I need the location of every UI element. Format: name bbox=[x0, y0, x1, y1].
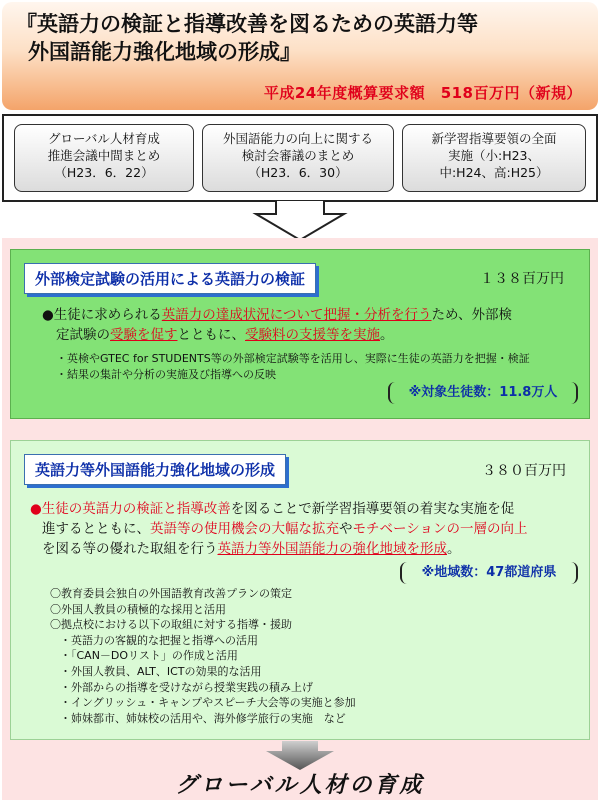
list-item: 〇教育委員会独自の外国語教育改善プランの策定 bbox=[50, 587, 292, 600]
source-box-global-talent: グローバル人材育成 推進会議中間まとめ （H23．6．22） bbox=[14, 124, 194, 192]
page-title bbox=[16, 10, 596, 66]
regions-count-badge: ※地域数：47都道府県 bbox=[400, 562, 578, 584]
list-item: ・外部からの指導を受けながら授業実践の積み上げ bbox=[60, 680, 313, 694]
title-line-1: 『英語力の検証と指導改善を図るための英語力等 bbox=[16, 12, 478, 36]
bottom-arrow-icon bbox=[264, 741, 336, 771]
list-item: 〇拠点校における以下の取組に対する指導・援助 bbox=[50, 618, 292, 632]
title-line-2: 外国語能力強化地域の形成』 bbox=[28, 40, 301, 64]
footer-goal: グローバル人材の育成 bbox=[175, 773, 425, 798]
section1-description: ●生徒に求められる英語力の達成状況について把握・分析を行うため、外部検 定試験の受験を促すとともに、受験料の支援等を実施。 bbox=[42, 307, 512, 343]
list-item: ・「CAN－DOリスト」の作成と活用 bbox=[60, 649, 238, 663]
section2-label: 英語力等外国語能力強化地域の形成 bbox=[24, 454, 286, 485]
list-item: ・姉妹都市、姉妹校の活用や、海外修学旅行の実施 など bbox=[60, 711, 346, 725]
source-documents-row bbox=[2, 114, 598, 202]
list-item: ・イングリッシュ・キャンプやスピーチ大会等の実施と参加 bbox=[60, 696, 356, 710]
section1-label: 外部検定試験の活用による英語力の検証 bbox=[24, 263, 316, 294]
list-item: ・外国人教員、ALT、ICTの効果的な活用 bbox=[60, 664, 262, 678]
source-box-foreign-language: 外国語能力の向上に関する 検討会審議のまとめ （H23．6．30） bbox=[202, 124, 394, 192]
section1-amount: １３８百万円 bbox=[480, 271, 564, 287]
section1-detail-1: ・英検やGTEC for STUDENTS等の外部検定試験等を活用し、実際に生徒の英語力を把握・検証 bbox=[56, 352, 530, 365]
section2-description: ●生徒の英語力の検証と指導改善を図ることで新学習指導要領の着実な実施を促 進するとともに、英語等の使用機会の大幅な拡充やモチベーションの一層の向上 を図る等の優れた取組を行う英語力等外国語能力の強化地域を形成。 bbox=[30, 501, 528, 557]
section1-detail-2: ・結果の集計や分析の実施及び指導への反映 bbox=[56, 368, 276, 381]
source-box-curriculum: 新学習指導要領の全面 実施（小:H23、 中:H24、高:H25） bbox=[402, 124, 586, 192]
bullet-icon: ● bbox=[30, 501, 42, 517]
target-students-badge: ※対象生徒数：11.8万人 bbox=[388, 382, 578, 404]
list-item: ・英語力の客観的な把握と指導への活用 bbox=[60, 633, 258, 647]
budget-amount: 平成24年度概算要求額 518百万円（新規） bbox=[263, 84, 582, 102]
list-item: 〇外国人教員の積極的な採用と活用 bbox=[50, 602, 226, 616]
header-banner bbox=[2, 2, 598, 110]
section2-measures-list bbox=[50, 586, 356, 726]
section1-details bbox=[56, 351, 586, 383]
bullet-icon: ● bbox=[42, 307, 54, 323]
section2-amount: ３８０百万円 bbox=[482, 463, 566, 479]
down-arrow-icon bbox=[252, 200, 348, 242]
